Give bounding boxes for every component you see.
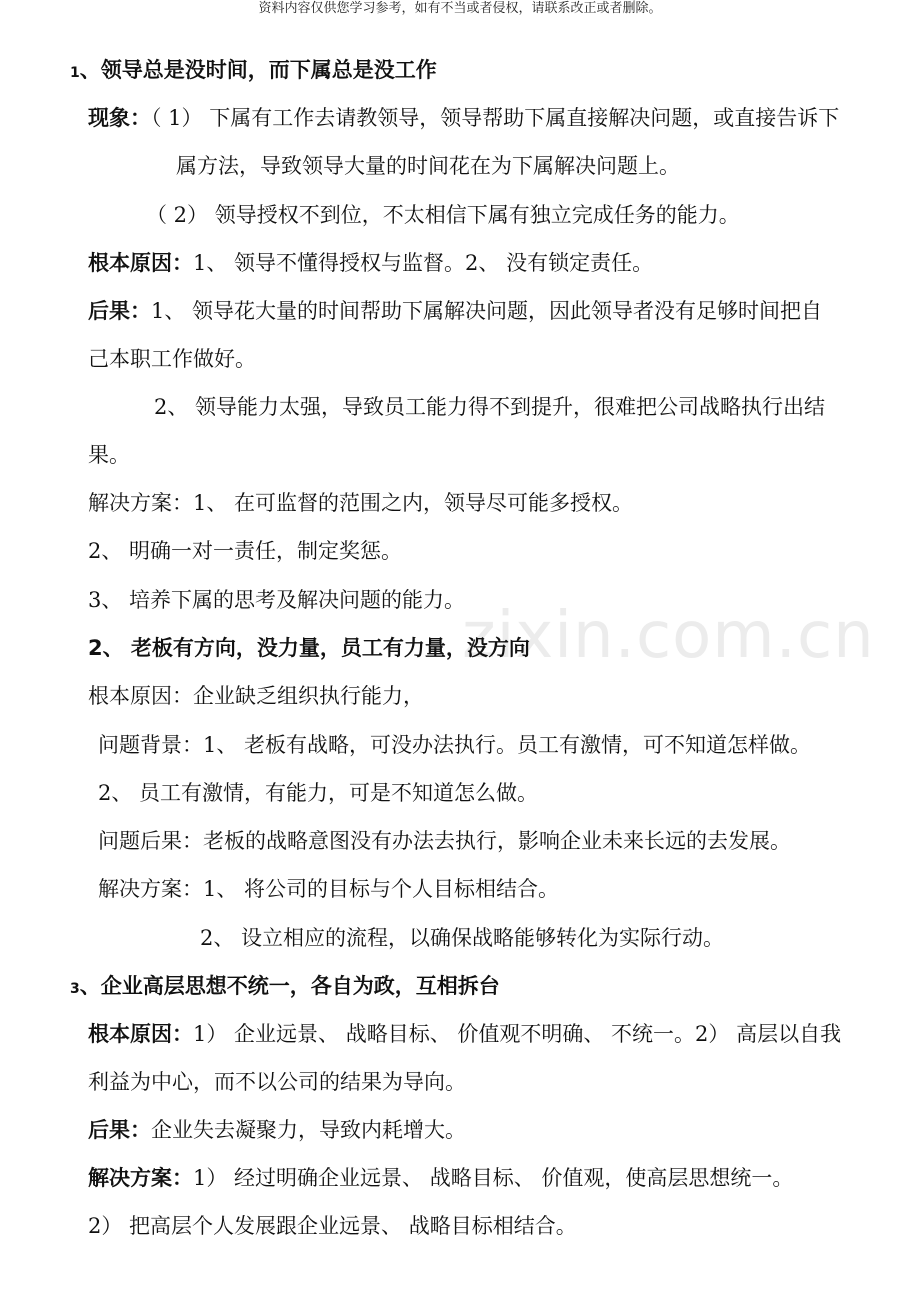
section-3-solution-line — [88, 1164, 793, 1192]
section-3-solution-2: 2） 把高层个人发展跟企业远景、 战略目标相结合。 — [88, 1214, 577, 1238]
page-header-notice: 资料内容仅供您学习参考，如有不当或者侵权，请联系改正或者删除。 — [258, 1, 662, 16]
phenomenon-line-1 — [88, 104, 839, 132]
phenomenon-1-continued: 属方法，导致领导大量的时间花在为下属解决问题上。 — [176, 154, 680, 178]
section-3-consequence-text: 企业失去凝聚力，导致内耗增大。 — [151, 1118, 466, 1142]
section-3-cause-line — [88, 1020, 841, 1048]
consequence-1-text: 1、 领导花大量的时间帮助下属解决问题，因此领导者没有足够时间把自 — [151, 299, 823, 323]
cause-text: 1、 领导不懂得授权与监督。2、 没有锁定责任。 — [193, 251, 654, 275]
consequence-label: 后果： — [88, 299, 151, 323]
section-3-solution-1: 1） 经过明确企业远景、 战略目标、 价值观，使高层思想统一。 — [193, 1166, 794, 1190]
section-2-consequence: 问题后果：老板的战略意图没有办法去执行，影响企业未来长远的去发展。 — [98, 829, 791, 853]
watermark: zixin.com.cn — [462, 599, 875, 673]
phenomenon-label: 现象： — [88, 106, 151, 130]
section-3-title: 、企业高层思想不统一，各自为政，互相拆台 — [79, 974, 500, 998]
solution-2-text: 2、 明确一对一责任，制定奖惩。 — [88, 539, 403, 563]
solution-1-text: 解决方案：1、 在可监督的范围之内，领导尽可能多授权。 — [88, 491, 634, 515]
phenomenon-1-text: （ 1） 下属有工作去请教领导，领导帮助下属直接解决问题，或直接告诉下 — [151, 106, 840, 130]
section-1-number: 1 — [70, 65, 80, 81]
cause-label: 根本原因： — [88, 251, 193, 275]
consequence-line-1 — [88, 297, 822, 325]
consequence-1-continued: 己本职工作做好。 — [88, 347, 256, 371]
consequence-2-text: 2、 领导能力太强，导致员工能力得不到提升，很难把公司战略执行出结 — [154, 395, 826, 419]
section-2-cause: 根本原因：企业缺乏组织执行能力， — [88, 684, 424, 708]
section-3-cause-continued: 利益为中心，而不以公司的结果为导向。 — [88, 1070, 466, 1094]
section-3-solution-label: 解决方案： — [88, 1166, 193, 1190]
section-2-solution-1: 解决方案：1、 将公司的目标与个人目标相结合。 — [98, 877, 560, 901]
section-2-background-2: 2、 员工有激情，有能力，可是不知道怎么做。 — [98, 781, 539, 805]
section-1-title: 、领导总是没时间，而下属总是没工作 — [79, 58, 437, 82]
section-3-number: 3 — [70, 981, 80, 997]
section-3-cause-label: 根本原因： — [88, 1022, 193, 1046]
section-3-consequence-line — [88, 1116, 466, 1144]
cause-line — [88, 249, 653, 277]
section-3-consequence-label: 后果： — [88, 1118, 151, 1142]
section-2-title: 2、 老板有方向，没力量，员工有力量，没方向 — [88, 636, 530, 660]
section-3-cause-text: 1） 企业远景、 战略目标、 价值观不明确、 不统一。2） 高层以自我 — [193, 1022, 842, 1046]
phenomenon-2-text: （ 2） 领导授权不到位，不太相信下属有独立完成任务的能力。 — [146, 203, 740, 227]
section-1-heading — [70, 56, 437, 84]
section-2-background-1: 问题背景：1、 老板有战略，可没办法执行。员工有激情，可不知道怎样做。 — [98, 733, 812, 757]
solution-3-text: 3、 培养下属的思考及解决问题的能力。 — [88, 588, 466, 612]
section-3-heading — [70, 972, 500, 1000]
consequence-2-continued: 果。 — [88, 443, 130, 467]
section-2-solution-2: 2、 设立相应的流程，以确保战略能够转化为实际行动。 — [200, 926, 725, 950]
